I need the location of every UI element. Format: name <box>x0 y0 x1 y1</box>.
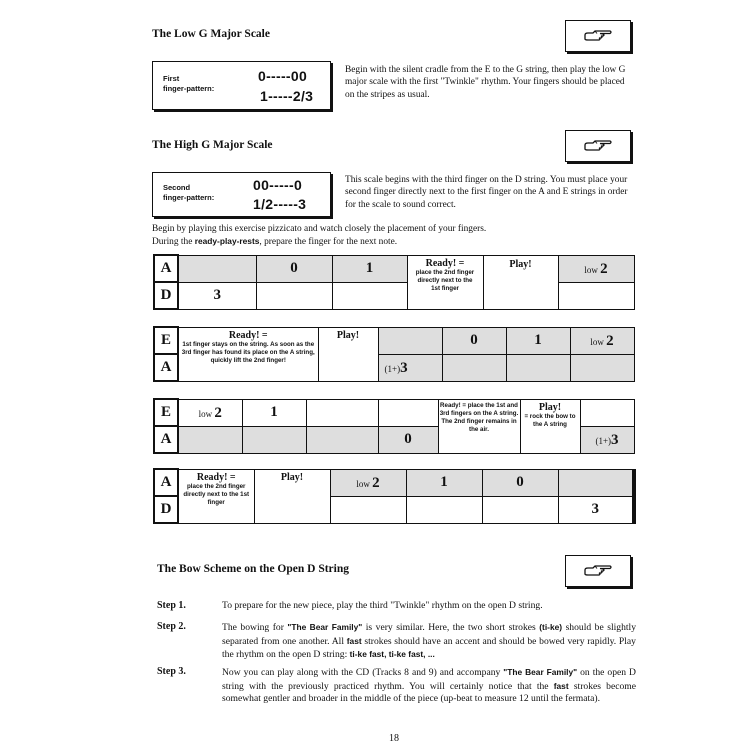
cell: low 2 <box>330 469 406 496</box>
cell: 1 <box>242 399 306 426</box>
cell <box>256 282 332 309</box>
cell: 1 <box>332 255 407 282</box>
ready-cell: Ready! = place the 2nd finger directly next to the 1st finger <box>407 255 483 309</box>
a-string-row <box>154 255 634 282</box>
cell <box>332 282 407 309</box>
cell <box>178 426 242 453</box>
cell <box>570 354 634 381</box>
high-g-scale-title: The High G Major Scale <box>152 139 273 151</box>
cell: low 2 <box>570 327 634 354</box>
pointing-hand-box <box>565 20 631 52</box>
play-cell: Play! <box>254 469 330 523</box>
cell: 1 <box>406 469 482 496</box>
cell <box>306 399 378 426</box>
cell: low 2 <box>558 255 634 282</box>
pointing-hand-icon <box>583 563 613 579</box>
exercise-intro: Begin by playing this exercise pizzicato and watch closely the placement of your fingers. During the ready-play-rests, prepare the finger for the next note. <box>152 224 487 248</box>
step-text: Now you can play along with the CD (Tracks 8 and 9) and accompany "The Bear Family" on the open D string with the previously practiced rhythm. You will certainly notice that the fast strokes become somewhat gentler and broader in the middle of the piece (up-beat to measure 12 until the fermata). <box>222 667 636 705</box>
cell <box>506 354 570 381</box>
string-label: D <box>154 496 178 523</box>
string-label: A <box>154 469 178 496</box>
cell <box>242 426 306 453</box>
bow-scheme-title: The Bow Scheme on the Open D String <box>157 563 349 575</box>
page-number: 18 <box>389 733 399 744</box>
cell: 3 <box>558 496 634 523</box>
ready-cell: Ready! = place the 2nd finger directly next to the 1st finger <box>178 469 254 523</box>
cell <box>378 327 442 354</box>
cell <box>558 282 634 309</box>
cell <box>406 496 482 523</box>
cell <box>442 354 506 381</box>
high-g-instructions: This scale begins with the third finger on the D string. You must place your second finger directly next to the first finger on the A and E strings in order for the scale to sound correct. <box>345 175 628 210</box>
pattern-label: Second finger-pattern: <box>163 183 215 202</box>
step-label: Step 3. <box>157 666 186 677</box>
string-label: D <box>154 282 178 309</box>
cell: 0 <box>256 255 332 282</box>
cell: 0 <box>482 469 558 496</box>
cell <box>330 496 406 523</box>
exercise-4-table <box>153 468 636 524</box>
pattern-line-1: 0-----00 <box>258 68 308 84</box>
string-label: A <box>154 255 178 282</box>
cell: 0 <box>378 426 438 453</box>
string-label: E <box>154 399 178 426</box>
string-label: E <box>154 327 178 354</box>
cell <box>178 255 256 282</box>
pattern-line-1: 00-----0 <box>253 177 303 193</box>
cell: (1+)3 <box>580 426 634 453</box>
pointing-hand-box <box>565 130 631 162</box>
d-string-row <box>154 282 634 309</box>
low-g-scale-title: The Low G Major Scale <box>152 28 270 40</box>
step-text: To prepare for the new piece, play the third "Twinkle" rhythm on the open D string. <box>222 600 543 611</box>
pointing-hand-icon <box>583 28 613 44</box>
step-label: Step 1. <box>157 600 186 611</box>
exercise-1-table <box>153 254 635 310</box>
pattern-line-2: 1-----2/3 <box>260 88 314 104</box>
cell <box>378 399 438 426</box>
cell: low 2 <box>178 399 242 426</box>
e-string-row <box>154 399 634 426</box>
cell: 3 <box>178 282 256 309</box>
exercise-2-table <box>153 326 635 382</box>
cell <box>482 496 558 523</box>
e-string-row <box>154 327 634 354</box>
ready-cell: Ready! = 1st finger stays on the string. As soon as the 3rd finger has found its place on the A string, quickly lift the 2nd finger! <box>178 327 318 381</box>
pointing-hand-icon <box>583 138 613 154</box>
play-cell: Play! <box>483 255 558 309</box>
string-label: A <box>154 354 178 381</box>
first-finger-pattern-box <box>152 61 331 110</box>
low-g-instructions: Begin with the silent cradle from the E to the G string, then play the low G major scale with the first "Twinkle" rhythm. Your fingers should be placed on the stripes as usual. <box>345 65 626 100</box>
string-label: A <box>154 426 178 453</box>
ready-cell: Ready! = place the 1st and 3rd fingers on the A string. The 2nd finger remains in the air. <box>438 399 520 453</box>
second-finger-pattern-box <box>152 172 331 217</box>
step-label: Step 2. <box>157 621 186 632</box>
pattern-line-2: 1/2-----3 <box>253 196 307 212</box>
a-string-row <box>154 469 634 496</box>
cell: 1 <box>506 327 570 354</box>
exercise-3-table <box>153 398 635 454</box>
cell <box>306 426 378 453</box>
cell: (1+)3 <box>378 354 442 381</box>
play-cell: Play! <box>318 327 378 381</box>
pointing-hand-box <box>565 555 631 587</box>
step-text: The bowing for "The Bear Family" is very similar. Here, the two short strokes (ti-ke) should be slightly separated from one another. All fast strokes should have an accent and should be bowed very rapidly. Play the rhythm on the open D string: ti-ke fast, ti-ke fast, ... <box>222 622 636 661</box>
cell: 0 <box>442 327 506 354</box>
play-cell: Play! = rock the bow to the A string <box>520 399 580 453</box>
cell <box>558 469 634 496</box>
pattern-label: First finger-pattern: <box>163 74 215 93</box>
cell <box>580 399 634 426</box>
